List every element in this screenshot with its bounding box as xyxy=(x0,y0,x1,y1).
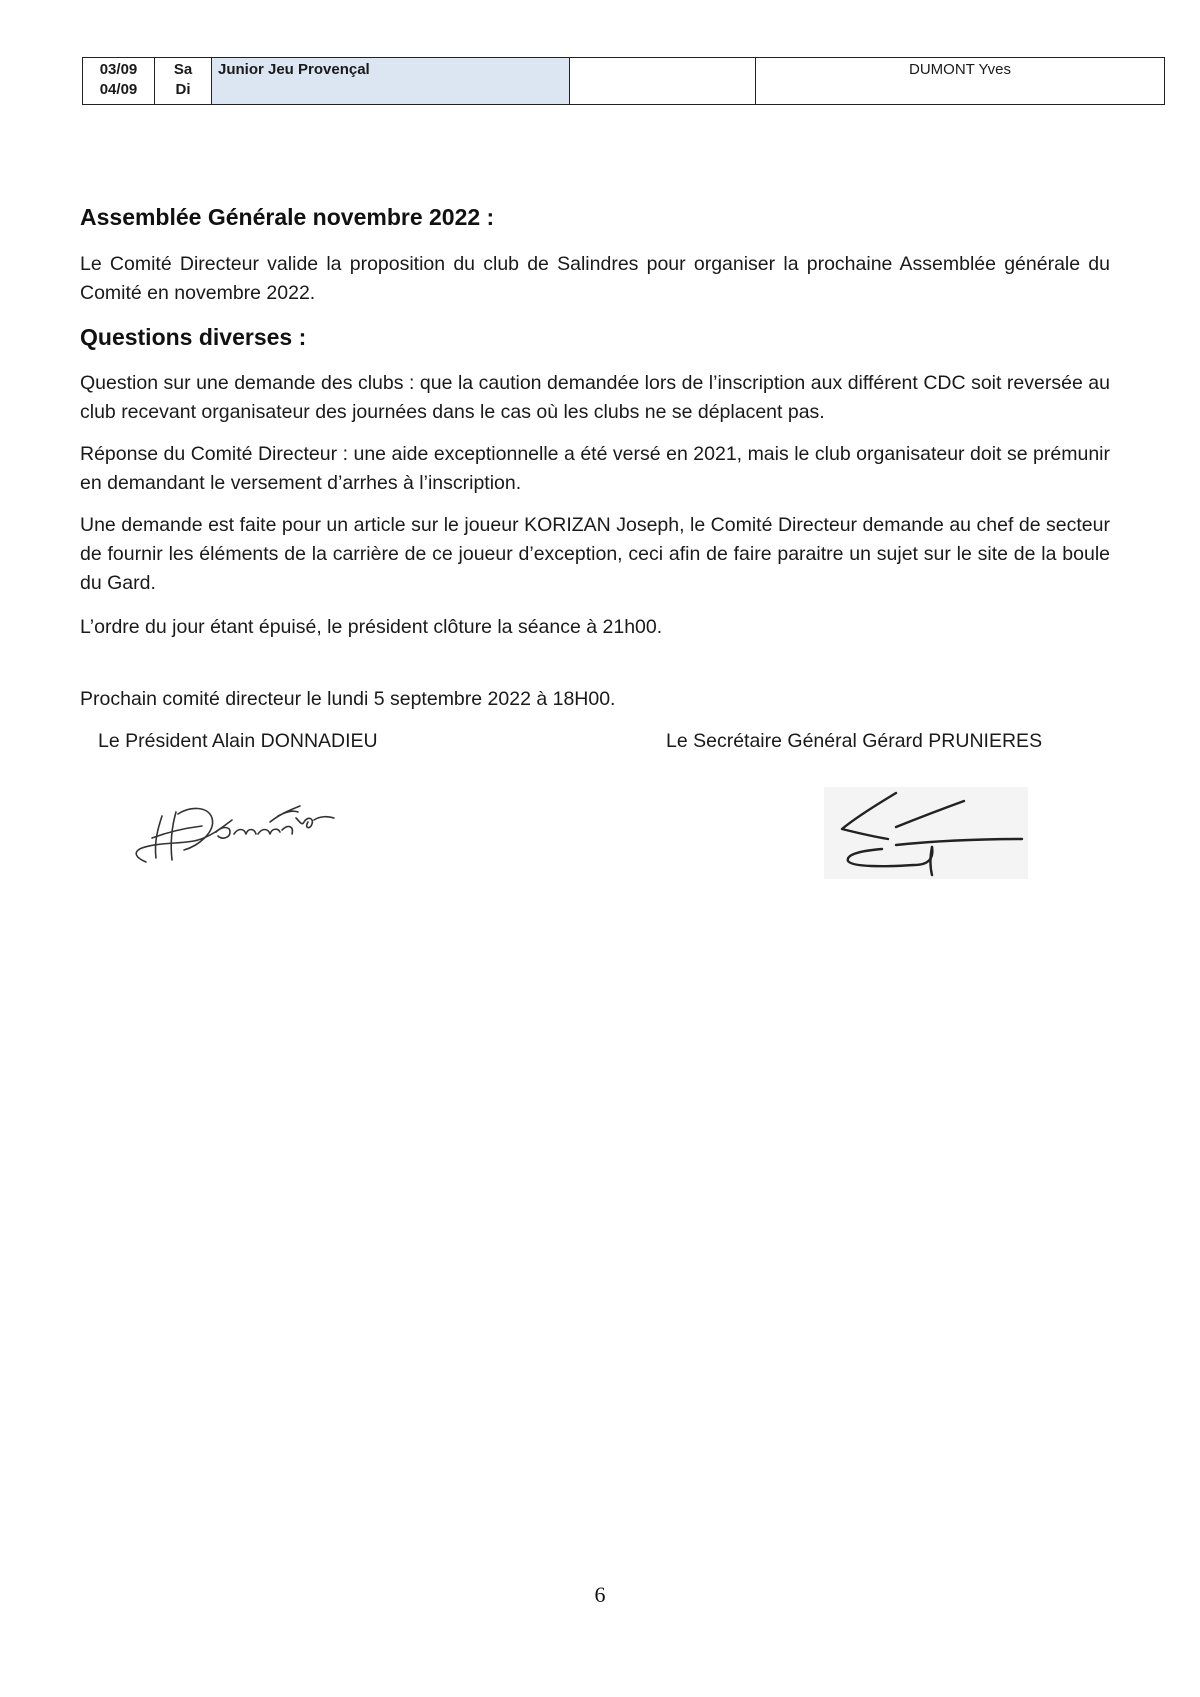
closing-paragraph: L’ordre du jour étant épuisé, le président clôture la séance à 21h00. xyxy=(80,616,663,638)
date-start: 03/09 xyxy=(99,61,138,78)
secretary-signature xyxy=(824,787,1028,879)
event-cell: Junior Jeu Provençal xyxy=(212,58,570,105)
person-cell: DUMONT Yves xyxy=(756,58,1165,105)
table-row xyxy=(83,58,1165,105)
demande-paragraph: Une demande est faite pour un article sur le joueur KORIZAN Joseph, le Comité Directeur demande au chef de secteur de fournir les éléments de la carrière de ce joueur d’exception, ceci afin de faire paraitre un sujet sur le site de la boule du Gard. xyxy=(80,514,1110,594)
president-name: Le Président Alain DONNADIEU xyxy=(98,730,378,752)
reponse-paragraph: Réponse du Comité Directeur : une aide exceptionnelle a été versé en 2021, mais le club organisateur doit se prémunir en demandant le versement d’arrhes à l’inscription. xyxy=(80,443,1110,494)
empty-cell xyxy=(570,58,756,105)
secretary-name: Le Secrétaire Général Gérard PRUNIERES xyxy=(666,730,1043,752)
page-number: 6 xyxy=(594,1582,606,1607)
day-end: Di xyxy=(175,81,191,98)
days-cell xyxy=(155,58,212,105)
dates-cell xyxy=(83,58,155,105)
questions-title: Questions diverses : xyxy=(80,324,307,350)
day-start: Sa xyxy=(173,61,193,78)
assemblee-paragraph: Le Comité Directeur valide la proposition du club de Salindres pour organiser la prochaine Assemblée générale du Comité en novembre 2022. xyxy=(80,253,1110,304)
date-end: 04/09 xyxy=(99,81,138,98)
schedule-table xyxy=(82,57,1165,105)
question-paragraph: Question sur une demande des clubs : que la caution demandée lors de l’inscription aux différent CDC soit reversée au club recevant organisateur des journées dans le cas où les clubs ne se déplacent pas. xyxy=(80,372,1110,423)
next-meeting-text: Prochain comité directeur le lundi 5 septembre 2022 à 18H00. xyxy=(80,688,616,710)
president-signature xyxy=(128,770,338,870)
assemblee-title: Assemblée Générale novembre 2022 : xyxy=(80,204,495,230)
